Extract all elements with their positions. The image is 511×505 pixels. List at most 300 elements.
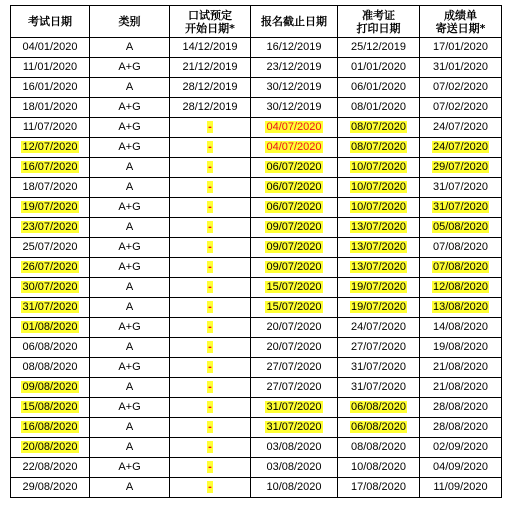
table-cell — [420, 418, 502, 438]
cell-value: 09/07/2020 — [266, 261, 322, 273]
header-line: 打印日期 — [356, 21, 401, 35]
cell-value: 29/08/2020 — [22, 481, 78, 493]
table-cell — [251, 38, 338, 58]
table-cell — [338, 178, 420, 198]
table-cell — [251, 78, 338, 98]
table-cell — [90, 158, 170, 178]
header-category — [90, 6, 170, 38]
table-cell — [90, 298, 170, 318]
table-row — [11, 58, 502, 78]
cell-value: A+G — [118, 241, 141, 253]
cell-value: 16/01/2020 — [22, 81, 78, 93]
table-row — [11, 318, 502, 338]
cell-value: 04/07/2020 — [266, 141, 322, 153]
table-cell — [90, 318, 170, 338]
table-cell — [11, 478, 90, 498]
cell-value: 24/07/2020 — [432, 141, 489, 153]
table-row — [11, 38, 502, 58]
table-cell — [251, 398, 338, 418]
table-cell — [90, 358, 170, 378]
cell-value: 07/08/2020 — [432, 241, 489, 253]
cell-value: 27/07/2020 — [350, 341, 407, 353]
cell-value: 26/07/2020 — [22, 261, 78, 273]
table-cell — [420, 78, 502, 98]
table-cell — [420, 238, 502, 258]
table-cell — [420, 338, 502, 358]
header-line: 考试日期 — [28, 15, 72, 28]
cell-value: A+G — [118, 101, 141, 113]
cell-value: 31/07/2020 — [432, 201, 489, 213]
cell-value: 20/07/2020 — [266, 341, 322, 353]
header-line: 开始日期* — [185, 21, 235, 35]
table-row — [11, 178, 502, 198]
cell-value: - — [208, 181, 212, 193]
cell-value: - — [208, 241, 212, 253]
table-cell — [420, 38, 502, 58]
table-cell — [420, 158, 502, 178]
table-body — [11, 38, 502, 498]
table-cell — [338, 458, 420, 478]
cell-value: A — [125, 221, 134, 233]
exam-schedule-table — [10, 5, 502, 498]
cell-value: 15/07/2020 — [266, 301, 322, 313]
header-registration-deadline — [251, 6, 338, 38]
cell-value: 10/08/2020 — [266, 481, 322, 493]
table-cell — [420, 458, 502, 478]
table-cell — [170, 238, 251, 258]
table-cell — [90, 78, 170, 98]
table-cell — [251, 378, 338, 398]
table-cell — [338, 78, 420, 98]
table-cell — [90, 398, 170, 418]
cell-value: 28/08/2020 — [432, 401, 489, 413]
table-cell — [90, 198, 170, 218]
table-cell — [11, 338, 90, 358]
cell-value: 19/07/2020 — [22, 201, 78, 213]
table-cell — [338, 338, 420, 358]
cell-value: A+G — [118, 61, 141, 73]
table-cell — [11, 298, 90, 318]
table-cell — [251, 118, 338, 138]
table-row — [11, 218, 502, 238]
cell-value: 07/02/2020 — [432, 81, 489, 93]
cell-value: A+G — [118, 261, 141, 273]
table-cell — [338, 218, 420, 238]
cell-value: 27/07/2020 — [266, 381, 322, 393]
cell-value: - — [208, 441, 212, 453]
table-cell — [11, 358, 90, 378]
cell-value: 28/12/2019 — [182, 81, 238, 93]
cell-value: A — [125, 481, 134, 493]
table-cell — [11, 78, 90, 98]
cell-value: 01/08/2020 — [22, 321, 78, 333]
cell-value: 07/08/2020 — [432, 261, 489, 273]
cell-value: - — [208, 261, 212, 273]
cell-value: 22/08/2020 — [22, 461, 78, 473]
table-cell — [11, 218, 90, 238]
header-line: 准考证 — [362, 8, 395, 22]
table-cell — [251, 418, 338, 438]
table-cell — [170, 38, 251, 58]
table-cell — [170, 478, 251, 498]
cell-value: - — [208, 141, 212, 153]
table-cell — [90, 438, 170, 458]
table-cell — [170, 398, 251, 418]
table-cell — [170, 58, 251, 78]
cell-value: 19/07/2020 — [350, 281, 407, 293]
cell-value: - — [208, 421, 212, 433]
cell-value: 06/07/2020 — [266, 161, 322, 173]
cell-value: 17/08/2020 — [350, 481, 407, 493]
cell-value: 04/09/2020 — [432, 461, 489, 473]
table-cell — [420, 398, 502, 418]
cell-value: A — [125, 161, 134, 173]
table-cell — [420, 318, 502, 338]
table-cell — [338, 398, 420, 418]
table-cell — [170, 298, 251, 318]
table-cell — [11, 98, 90, 118]
table-cell — [170, 158, 251, 178]
table-cell — [338, 38, 420, 58]
cell-value: A+G — [118, 201, 141, 213]
cell-value: 09/07/2020 — [266, 241, 322, 253]
cell-value: 11/07/2020 — [22, 121, 78, 133]
table-cell — [90, 278, 170, 298]
cell-value: A+G — [118, 401, 141, 413]
cell-value: 23/12/2019 — [266, 61, 322, 73]
table-cell — [420, 438, 502, 458]
cell-value: 12/08/2020 — [432, 281, 489, 293]
table-cell — [338, 358, 420, 378]
cell-value: 01/01/2020 — [350, 61, 407, 73]
cell-value: 24/07/2020 — [432, 121, 489, 133]
table-cell — [420, 378, 502, 398]
cell-value: 25/12/2019 — [350, 41, 407, 53]
table-cell — [338, 418, 420, 438]
table-row — [11, 338, 502, 358]
table-cell — [338, 298, 420, 318]
cell-value: - — [208, 281, 212, 293]
table-cell — [90, 118, 170, 138]
table-cell — [420, 178, 502, 198]
cell-value: 28/12/2019 — [182, 101, 238, 113]
cell-value: 06/08/2020 — [350, 401, 407, 413]
table-cell — [170, 118, 251, 138]
table-cell — [90, 138, 170, 158]
header-line: 寄送日期* — [435, 21, 486, 35]
cell-value: 19/07/2020 — [350, 301, 407, 313]
table-row — [11, 158, 502, 178]
cell-value: 16/07/2020 — [22, 161, 78, 173]
cell-value: A — [125, 181, 134, 193]
cell-value: 09/08/2020 — [22, 381, 78, 393]
table-cell — [251, 98, 338, 118]
cell-value: 31/07/2020 — [22, 301, 78, 313]
table-cell — [170, 258, 251, 278]
table-cell — [90, 478, 170, 498]
table-cell — [338, 478, 420, 498]
cell-value: - — [208, 481, 212, 493]
cell-value: - — [208, 161, 212, 173]
cell-value: 25/07/2020 — [22, 241, 78, 253]
table-cell — [420, 118, 502, 138]
table-cell — [11, 138, 90, 158]
cell-value: 13/08/2020 — [432, 301, 489, 313]
cell-value: 30/12/2019 — [266, 101, 322, 113]
cell-value: A — [125, 41, 134, 53]
table-cell — [170, 278, 251, 298]
cell-value: A+G — [118, 141, 141, 153]
cell-value: 02/09/2020 — [432, 441, 489, 453]
table-cell — [338, 438, 420, 458]
cell-value: - — [208, 381, 212, 393]
table-cell — [420, 278, 502, 298]
table-row — [11, 378, 502, 398]
cell-value: 07/02/2020 — [432, 101, 489, 113]
table-cell — [170, 318, 251, 338]
table-cell — [338, 58, 420, 78]
table-cell — [420, 138, 502, 158]
cell-value: A — [125, 381, 134, 393]
cell-value: 24/07/2020 — [350, 321, 407, 333]
table-cell — [170, 218, 251, 238]
cell-value: 21/08/2020 — [432, 381, 489, 393]
header-speaking-start — [170, 6, 251, 38]
cell-value: 11/01/2020 — [22, 61, 78, 73]
table-cell — [11, 278, 90, 298]
table-cell — [251, 58, 338, 78]
table-cell — [420, 358, 502, 378]
table-cell — [11, 378, 90, 398]
cell-value: 31/07/2020 — [350, 381, 407, 393]
table-cell — [170, 198, 251, 218]
table-row — [11, 298, 502, 318]
cell-value: A — [125, 341, 134, 353]
cell-value: - — [208, 401, 212, 413]
table-cell — [170, 438, 251, 458]
table-cell — [90, 58, 170, 78]
table-cell — [90, 418, 170, 438]
table-header-row — [11, 6, 502, 38]
cell-value: 06/08/2020 — [350, 421, 407, 433]
table-cell — [11, 198, 90, 218]
table-row — [11, 438, 502, 458]
cell-value: 03/08/2020 — [266, 441, 322, 453]
cell-value: 10/07/2020 — [350, 181, 407, 193]
table-cell — [90, 218, 170, 238]
table-cell — [338, 118, 420, 138]
cell-value: - — [208, 201, 212, 213]
table-cell — [90, 458, 170, 478]
cell-value: 21/12/2019 — [182, 61, 238, 73]
cell-value: 10/07/2020 — [350, 161, 407, 173]
table-cell — [251, 258, 338, 278]
table-cell — [251, 438, 338, 458]
cell-value: 21/08/2020 — [432, 361, 489, 373]
table-cell — [11, 318, 90, 338]
cell-value: A — [125, 301, 134, 313]
table-cell — [170, 458, 251, 478]
cell-value: 20/08/2020 — [22, 441, 78, 453]
cell-value: 09/07/2020 — [266, 221, 322, 233]
table-cell — [251, 338, 338, 358]
table-cell — [90, 98, 170, 118]
table-cell — [170, 338, 251, 358]
cell-value: 08/08/2020 — [350, 441, 407, 453]
table-cell — [251, 198, 338, 218]
cell-value: 10/07/2020 — [350, 201, 407, 213]
table-cell — [251, 458, 338, 478]
cell-value: 08/07/2020 — [350, 121, 407, 133]
table-cell — [338, 318, 420, 338]
header-exam-date — [11, 6, 90, 38]
cell-value: 13/07/2020 — [350, 241, 407, 253]
table-cell — [11, 458, 90, 478]
cell-value: 11/09/2020 — [433, 481, 488, 493]
table-cell — [251, 478, 338, 498]
cell-value: 06/07/2020 — [266, 181, 322, 193]
cell-value: - — [208, 341, 212, 353]
cell-value: 29/07/2020 — [432, 161, 489, 173]
cell-value: - — [208, 121, 212, 133]
cell-value: 31/07/2020 — [266, 421, 322, 433]
cell-value: 31/07/2020 — [432, 181, 489, 193]
header-line: 报名截止日期 — [261, 15, 327, 28]
cell-value: 27/07/2020 — [266, 361, 322, 373]
cell-value: 18/01/2020 — [22, 101, 78, 113]
table-cell — [251, 318, 338, 338]
table-cell — [251, 278, 338, 298]
table-cell — [251, 358, 338, 378]
cell-value: 31/07/2020 — [266, 401, 322, 413]
cell-value: 31/07/2020 — [350, 361, 407, 373]
table-cell — [90, 258, 170, 278]
table-row — [11, 238, 502, 258]
table-row — [11, 398, 502, 418]
cell-value: 14/08/2020 — [432, 321, 489, 333]
cell-value: A+G — [118, 461, 141, 473]
table-cell — [251, 298, 338, 318]
cell-value: 30/07/2020 — [22, 281, 78, 293]
cell-value: 16/12/2019 — [266, 41, 322, 53]
table-cell — [170, 78, 251, 98]
table-cell — [420, 218, 502, 238]
table-cell — [338, 378, 420, 398]
table-cell — [420, 258, 502, 278]
table-row — [11, 138, 502, 158]
header-line: 口试预定 — [188, 8, 232, 22]
cell-value: 13/07/2020 — [350, 221, 407, 233]
table-cell — [338, 258, 420, 278]
table-cell — [11, 38, 90, 58]
cell-value: - — [208, 321, 212, 333]
table-cell — [170, 138, 251, 158]
table-row — [11, 118, 502, 138]
cell-value: 28/08/2020 — [432, 421, 489, 433]
table-cell — [11, 58, 90, 78]
table-row — [11, 478, 502, 498]
cell-value: 30/12/2019 — [266, 81, 322, 93]
table-cell — [170, 378, 251, 398]
cell-value: 06/07/2020 — [266, 201, 322, 213]
table-cell — [90, 338, 170, 358]
table-cell — [90, 378, 170, 398]
cell-value: - — [208, 361, 212, 373]
table-cell — [11, 258, 90, 278]
table-cell — [11, 158, 90, 178]
table-cell — [90, 178, 170, 198]
table-row — [11, 78, 502, 98]
table-row — [11, 198, 502, 218]
cell-value: 14/12/2019 — [182, 41, 238, 53]
table-cell — [338, 138, 420, 158]
cell-value: 17/01/2020 — [432, 41, 489, 53]
cell-value: A — [125, 441, 134, 453]
header-line: 类别 — [118, 15, 141, 28]
cell-value: A — [125, 421, 134, 433]
cell-value: 06/01/2020 — [350, 81, 407, 93]
table-cell — [11, 178, 90, 198]
table-cell — [338, 158, 420, 178]
table-row — [11, 98, 502, 118]
cell-value: 10/08/2020 — [350, 461, 407, 473]
cell-value: A — [125, 81, 134, 93]
table-cell — [251, 218, 338, 238]
cell-value: - — [208, 221, 212, 233]
cell-value: 18/07/2020 — [22, 181, 78, 193]
header-report-mailing — [420, 6, 502, 38]
cell-value: 12/07/2020 — [22, 141, 78, 153]
table-cell — [420, 478, 502, 498]
cell-value: 19/08/2020 — [432, 341, 489, 353]
table-cell — [251, 138, 338, 158]
table-cell — [420, 58, 502, 78]
table-row — [11, 358, 502, 378]
cell-value: A — [125, 281, 134, 293]
cell-value: 04/01/2020 — [22, 41, 78, 53]
table-cell — [338, 278, 420, 298]
table-row — [11, 258, 502, 278]
table-row — [11, 458, 502, 478]
table-cell — [420, 198, 502, 218]
cell-value: A+G — [118, 321, 141, 333]
table-cell — [251, 158, 338, 178]
cell-value: 08/01/2020 — [350, 101, 407, 113]
cell-value: 13/07/2020 — [350, 261, 407, 273]
table-cell — [251, 238, 338, 258]
table-cell — [170, 178, 251, 198]
table-cell — [11, 238, 90, 258]
cell-value: 15/08/2020 — [22, 401, 78, 413]
cell-value: A+G — [118, 121, 141, 133]
cell-value: 16/08/2020 — [22, 421, 78, 433]
table-cell — [11, 398, 90, 418]
header-admission-print — [338, 6, 420, 38]
table-cell — [170, 358, 251, 378]
table-cell — [420, 298, 502, 318]
cell-value: - — [208, 461, 212, 473]
table-cell — [170, 418, 251, 438]
table-cell — [338, 198, 420, 218]
cell-value: 15/07/2020 — [266, 281, 322, 293]
table-cell — [170, 98, 251, 118]
table-row — [11, 418, 502, 438]
cell-value: 20/07/2020 — [266, 321, 322, 333]
cell-value: 08/08/2020 — [22, 361, 78, 373]
header-line: 成绩单 — [444, 8, 477, 22]
table-cell — [90, 238, 170, 258]
cell-value: 04/07/2020 — [266, 121, 322, 133]
